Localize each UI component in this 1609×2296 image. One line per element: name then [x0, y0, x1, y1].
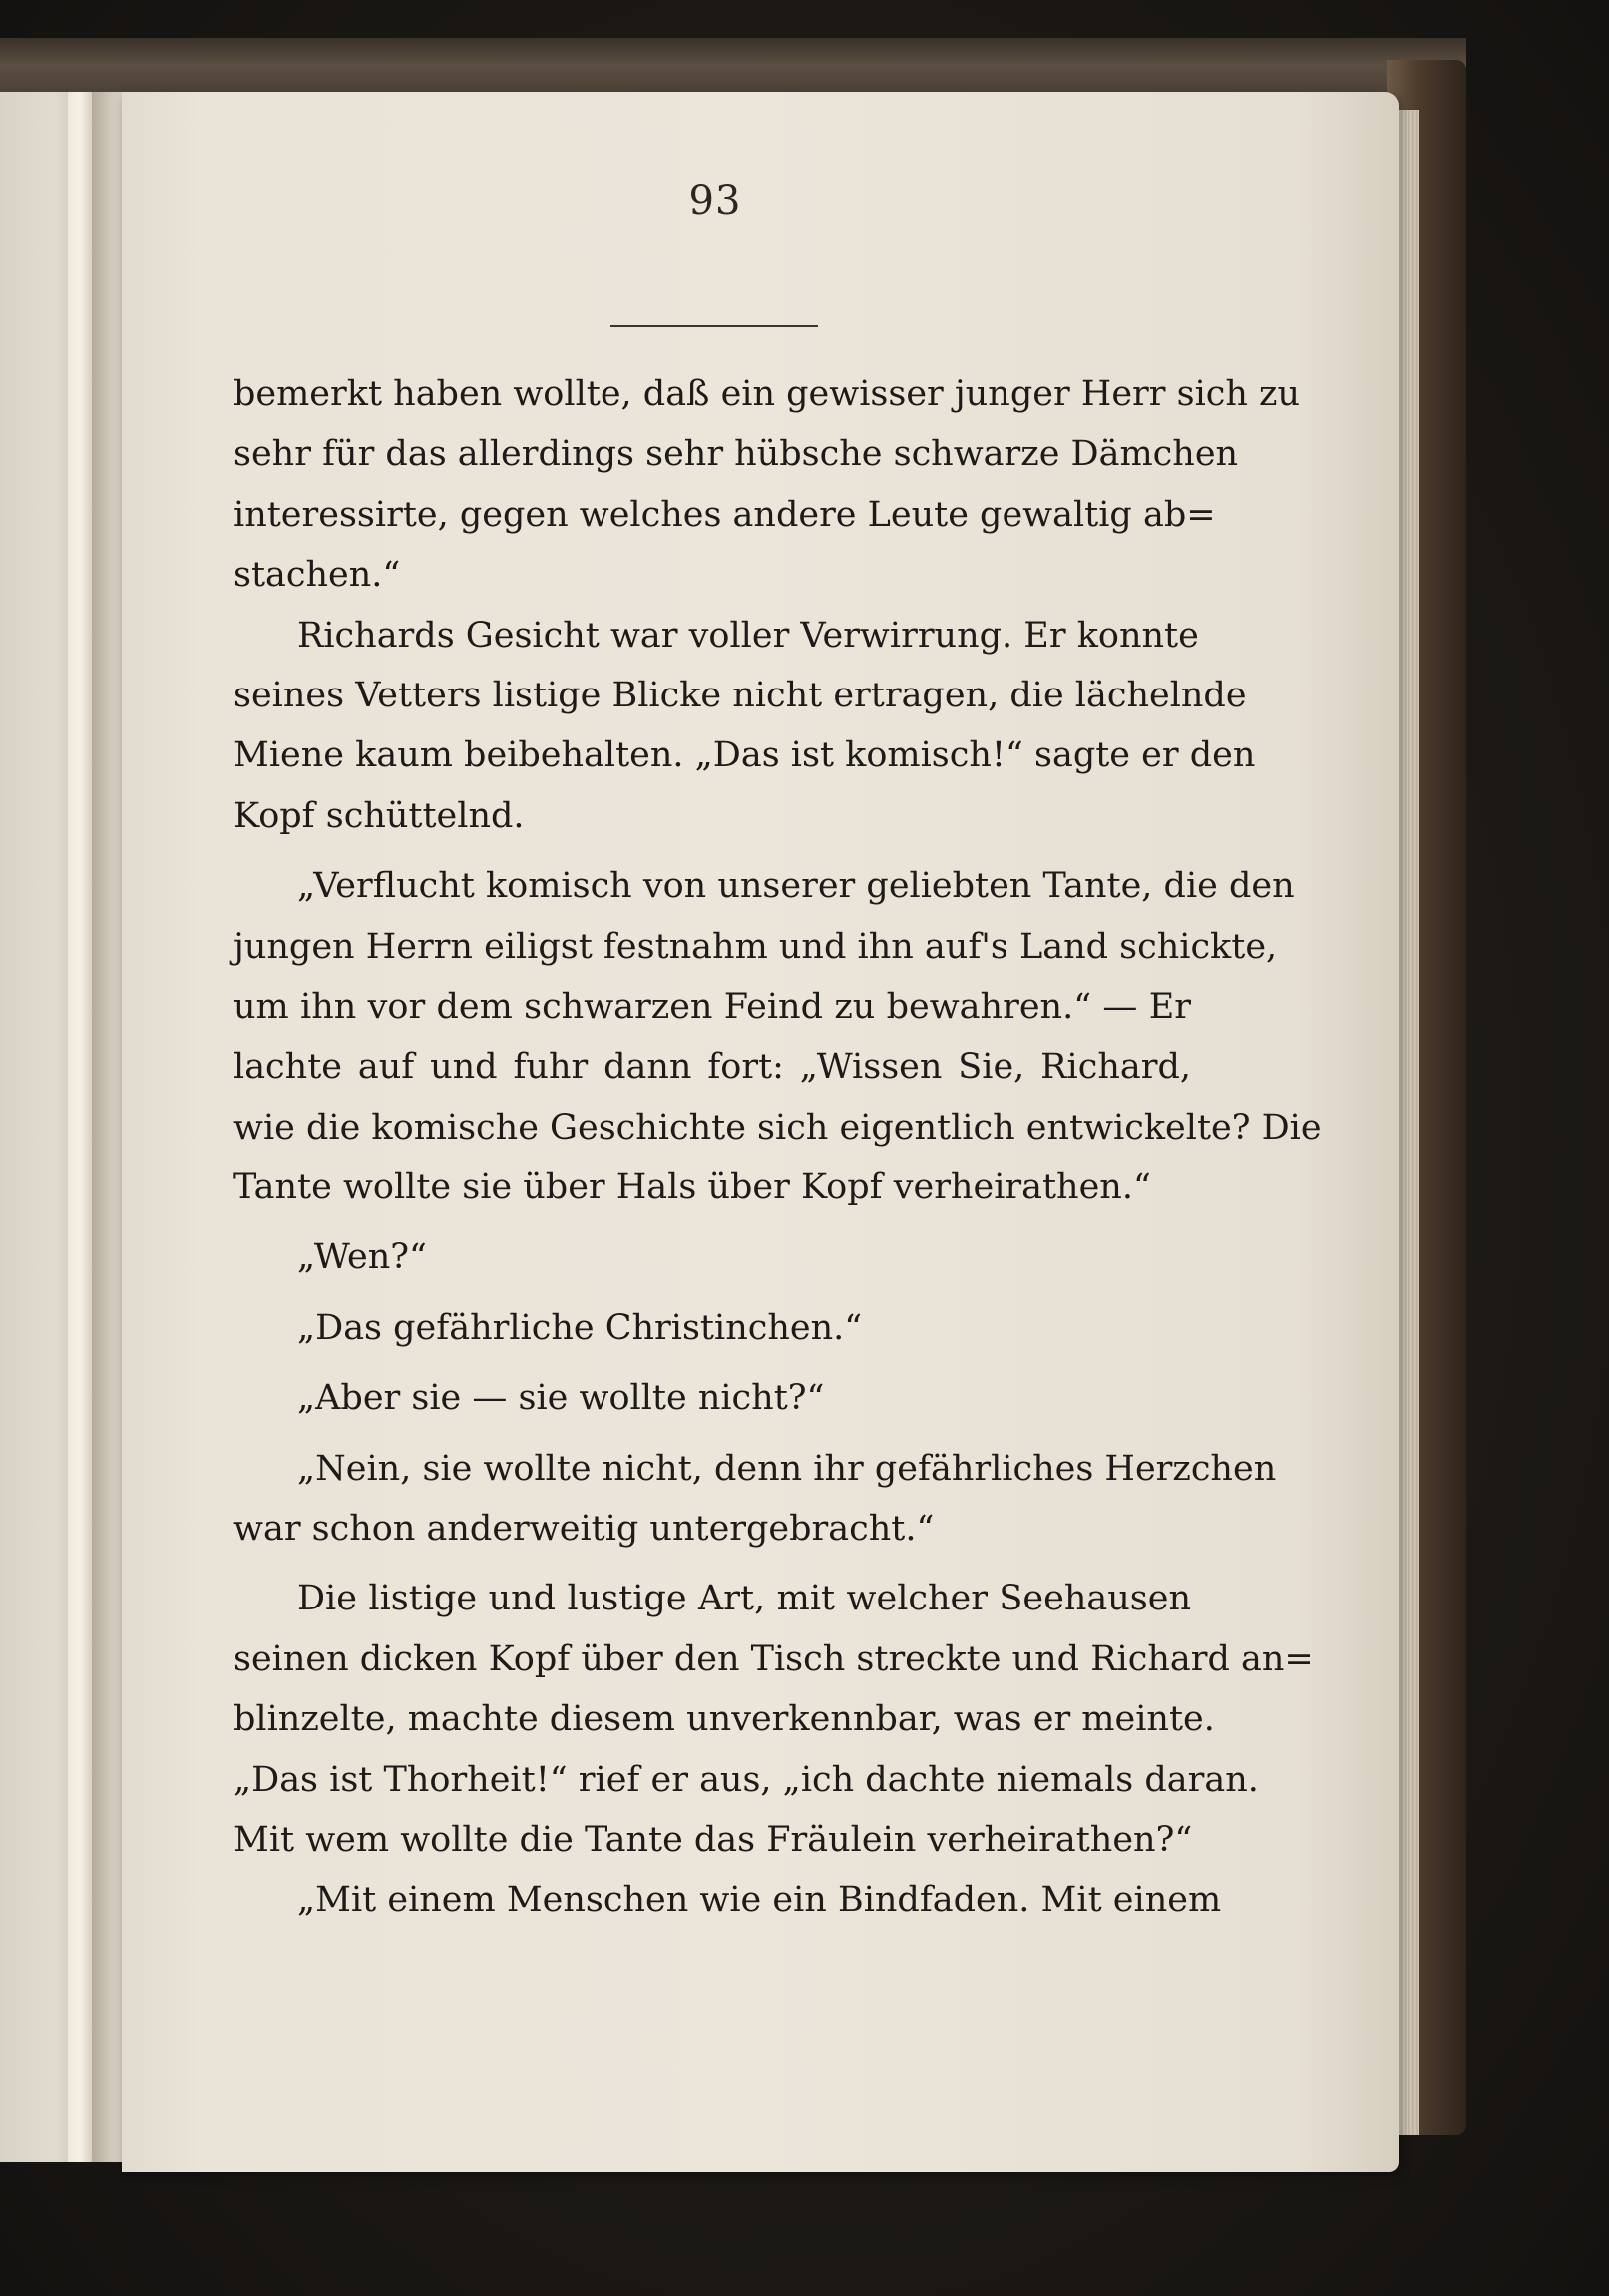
text-line: Kopf schüttelnd. — [233, 795, 525, 836]
text-line: interessirte, gegen welches andere Leute gewaltig ab= — [233, 494, 1216, 535]
left-page-highlight — [68, 92, 92, 2162]
text-line: Tante wollte sie über Hals über Kopf verheirathen.“ — [233, 1167, 1151, 1208]
text-line: „Aber sie — sie wollte nicht?“ — [297, 1378, 825, 1419]
text-line: sehr für das allerdings sehr hübsche schwarze Dämchen — [233, 434, 1239, 475]
text-line: jungen Herrn eiligst festnahm und ihn auf's Land schickte, — [233, 926, 1278, 967]
page-number-rule — [610, 325, 818, 327]
text-line: Mit wem wollte die Tante das Fräulein verheirathen?“ — [233, 1819, 1193, 1860]
text-line: „Mit einem Menschen wie ein Bindfaden. Mit einem — [297, 1880, 1222, 1921]
text-line: um ihn vor dem schwarzen Feind zu bewahren.“ — Er — [233, 986, 1191, 1027]
text-line: Miene kaum beibehalten. „Das ist komisch!“ sagte er den — [233, 735, 1256, 776]
text-line: wie die komische Geschichte sich eigentlich entwickelte? Die — [233, 1107, 1322, 1148]
text-line: Die listige und lustige Art, mit welcher Seehausen — [297, 1579, 1191, 1619]
text-line: bemerkt haben wollte, daß ein gewisser junger Herr sich zu — [233, 374, 1301, 414]
text-line: „Verflucht komisch von unserer geliebten Tante, die den — [297, 866, 1295, 907]
text-line: stachen.“ — [233, 555, 401, 596]
text-line: „Wen?“ — [297, 1237, 427, 1278]
text-line: blinzelte, machte diesem unverkennbar, was er meinte. — [233, 1699, 1215, 1740]
text-line: „Nein, sie wollte nicht, denn ihr gefährliches Herzchen — [297, 1448, 1277, 1489]
text-line: seines Vetters listige Blicke nicht ertragen, die lächelnde — [233, 675, 1247, 715]
text-line: Richards Gesicht war voller Verwirrung. Er konnte — [297, 615, 1199, 656]
text-line: war schon anderweitig untergebracht.“ — [233, 1509, 935, 1550]
text-line: „Das gefährliche Christinchen.“ — [297, 1307, 863, 1348]
page-text — [233, 364, 1322, 1931]
text-line: lachte auf und fuhr dann fort: „Wissen Sie, Richard, — [233, 1047, 1191, 1088]
book-top-edge — [0, 38, 1466, 98]
text-line: „Das ist Thorheit!“ rief er aus, „ich dachte niemals daran. — [233, 1759, 1259, 1800]
page-number: 93 — [688, 178, 742, 224]
text-line: seinen dicken Kopf über den Tisch streckte und Richard an= — [233, 1638, 1314, 1679]
